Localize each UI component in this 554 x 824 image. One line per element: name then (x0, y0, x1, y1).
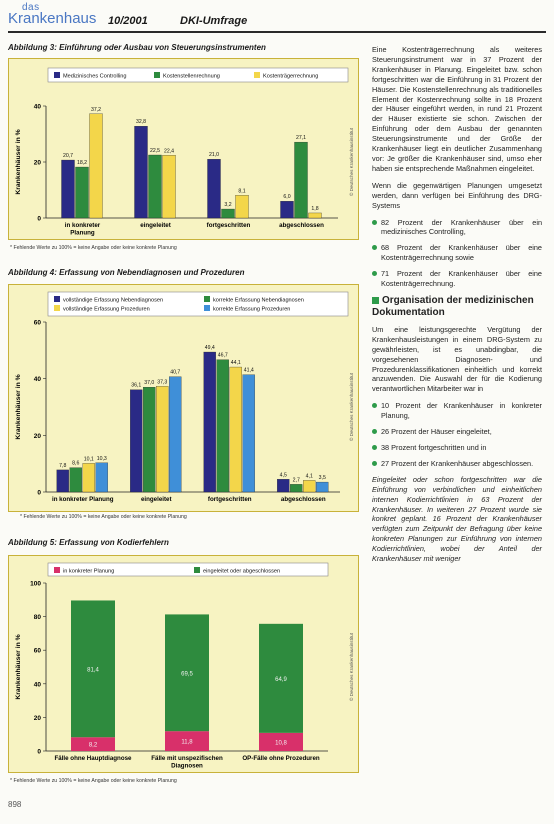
legend-label: Kostenstellenrechnung (163, 73, 220, 80)
logo-prefix: das (22, 2, 40, 13)
chart4-box (8, 284, 359, 512)
data-label: 3,5 (318, 475, 326, 482)
header-rule (8, 31, 546, 33)
data-label: 64,9 (275, 676, 287, 683)
legend-swatch (54, 567, 60, 573)
bullet-icon (372, 403, 377, 408)
data-label: 22,4 (163, 148, 175, 155)
bullet-icon (372, 271, 377, 276)
y-tick-label: 60 (33, 319, 41, 327)
data-label: 3,2 (224, 202, 232, 209)
bar (230, 367, 242, 492)
legend-swatch (194, 567, 200, 573)
data-label: 21,0 (208, 152, 220, 159)
data-label: 22,5 (149, 148, 161, 154)
y-tick-label: 0 (37, 489, 41, 497)
bar (236, 195, 249, 218)
bullet-icon (372, 245, 377, 250)
chart3-footnote: * Fehlende Werte zu 100% = keine Angabe oder keine konkrete Planung (10, 245, 177, 251)
list-item: 71 Prozent der Krankenhäuser über eine Kostenträgerrechnung. (372, 269, 542, 289)
legend-swatch (204, 305, 210, 311)
bar (143, 387, 155, 492)
right-column (372, 45, 542, 571)
data-label: 37,0 (144, 380, 155, 387)
data-label: 7,8 (59, 462, 67, 469)
data-label: 46,7 (217, 352, 228, 359)
data-label: 37,3 (157, 379, 168, 386)
chart5-box (8, 555, 359, 773)
list-item: 68 Prozent der Krankenhäuser über eine Kostenträgerrechnung sowie (372, 243, 542, 263)
bar (70, 468, 82, 492)
section-label: DKI-Umfrage (180, 15, 248, 27)
x-tick-label: OP-Fälle ohne Prozeduren (242, 755, 320, 762)
x-tick-label: eingeleitet (140, 222, 171, 229)
bar (163, 155, 176, 218)
bar (62, 160, 75, 218)
bar (309, 213, 322, 218)
data-label: 8,2 (88, 742, 98, 749)
x-tick-label: fortgeschritten (206, 222, 251, 229)
y-tick-label: 0 (37, 748, 41, 756)
x-tick-label: Planung (70, 229, 95, 237)
bullet-icon (372, 445, 377, 450)
y-tick-label: 20 (33, 714, 41, 722)
bar (83, 463, 95, 492)
bar (277, 479, 289, 492)
list-item: 38 Prozent fortgeschritten und in (372, 443, 542, 453)
bar (156, 386, 168, 492)
legend-swatch (54, 305, 60, 311)
data-label: 8,1 (238, 188, 246, 195)
chart4-caption: Abbildung 4: Erfassung von Nebendiagnosen und Prozeduren (8, 268, 245, 277)
bar (208, 159, 221, 218)
data-label: 49,4 (204, 345, 215, 352)
bullet-icon (372, 429, 377, 434)
list-2 (372, 401, 542, 469)
credit-label: © Deutsches Krankenhausinstitut (349, 373, 354, 441)
legend-label: eingeleitet oder abgeschlossen (203, 568, 281, 575)
bar (243, 375, 255, 492)
list-item: 27 Prozent der Krankenhäuser abgeschlossen. (372, 459, 542, 469)
subheading: Organisation der medizinischen Dokumentation (372, 294, 534, 318)
bar (290, 484, 302, 492)
list-1 (372, 218, 542, 289)
data-label: 69,5 (181, 671, 193, 678)
y-tick-label: 0 (37, 215, 41, 223)
x-tick-label: in konkreter Planung (51, 496, 114, 503)
data-label: 20,7 (62, 153, 74, 160)
bar (76, 167, 89, 218)
list-item: 82 Prozent der Krankenhäuser über ein medizinisches Controlling, (372, 218, 542, 238)
chart4-footnote: * Fehlende Werte zu 100% = keine Angabe oder keine konkrete Planung (20, 514, 187, 520)
chart5-footnote: * Fehlende Werte zu 100% = keine Angabe oder keine konkrete Planung (10, 778, 177, 784)
bullet-icon (372, 461, 377, 466)
data-label: 44,1 (230, 360, 241, 367)
y-tick-label: 100 (30, 580, 41, 588)
bar (135, 126, 148, 218)
chart5-svg (8, 555, 359, 773)
data-label: 8,6 (72, 460, 80, 467)
legend-label: Kostenträgerrechnung (263, 73, 319, 80)
page-number: 898 (8, 800, 22, 809)
data-label: 37,2 (90, 106, 102, 113)
paragraph-2: Wenn die gegenwärtigen Planungen umgesetzt werden, dann verfügen bei Einführung des DRG-Systems (372, 180, 542, 210)
data-label: 11,8 (181, 739, 193, 746)
legend-label: in konkreter Planung (63, 568, 115, 575)
legend-label: vollständige Erfassung Nebendiagnosen (63, 297, 164, 304)
legend-swatch (54, 296, 60, 302)
legend-label: Medizinisches Controlling (63, 73, 127, 80)
y-axis-label: Krankenhäuser in % (15, 634, 22, 700)
y-tick-label: 40 (33, 681, 41, 689)
data-label: 41,4 (243, 367, 254, 374)
paragraph-3: Um eine leistungsgerechte Vergütung der Krankenhausleistungen in einem DRG-System zu gewährleisten, ist es unabdingbar, die vorgesehenen Diagnosen- und Prozedurenklassifikationen einheitlich und korrekt anzuwenden. Die Auswahl der für die Kodierung verantwortlichen Mitarbeiter war in (372, 324, 542, 394)
chart5-caption: Abbildung 5: Erfassung von Kodierfehlern (8, 538, 169, 547)
bar (217, 360, 229, 492)
data-label: 1,8 (311, 205, 319, 212)
bar (295, 142, 308, 218)
x-tick-label: Fälle ohne Hauptdiagnose (54, 755, 132, 762)
data-label: 4,1 (305, 473, 313, 480)
legend-swatch (54, 72, 60, 78)
y-tick-label: 40 (33, 376, 41, 384)
y-tick-label: 40 (33, 103, 41, 111)
x-tick-label: Diagnosen (171, 762, 203, 770)
chart4-svg (8, 284, 359, 512)
paragraph-1: Eine Kostenträgerrechnung als weiteres Steuerungsinstrument war in 37 Prozent der Krankenhäuser in Planung. Eingeleitet bzw. schon fortgeschritten war die Einführung in 31 Prozent der Häuser. Die Kostenstellenrechnung als traditionelles Element der Kostenrechnung sollte in 18 Prozent der Häuser eingeführt werden, in rund 21 Prozent der Häuser existierte sie schon. Zwischen der Einführung oder dem Ausbau der genannten Steuerungsinstrumente und der Größe der Krankenhäuser liegt ein deutlicher Zusammenhang vor: Je größer die Krankenhäuser sind, umso eher haben sie entsprechende Maßnahmen eingeleitet. (372, 45, 542, 173)
data-label: 10,1 (83, 456, 94, 463)
y-tick-label: 60 (33, 647, 41, 655)
y-axis-label: Krankenhäuser in % (15, 129, 22, 195)
paragraph-4: Eingeleitet oder schon fortgeschritten war die Einführung von verbindlichen und einheitlichen internen Kodierrichtlinien in 63 Prozent der Krankenhäuser. In weiteren 27 Prozent wurde sie konkret geplant. 16 Prozent der Krankenhäuser verfügten zum Zeitpunkt der Befragung über keine konkreten Planungen zur Einführung von internen Kodierrichtlinien, wobei der Anteil der Krankenhäuser mit weniger (372, 474, 542, 564)
y-axis-label: Krankenhäuser in % (15, 374, 22, 440)
list-item: 10 Prozent der Krankenhäuser in konkreter Planung, (372, 401, 542, 421)
credit-label: © Deutsches Krankenhausinstitut (349, 128, 354, 196)
bar (57, 470, 69, 492)
bar (130, 390, 142, 492)
legend-swatch (154, 72, 160, 78)
bar (303, 480, 315, 492)
bar (281, 201, 294, 218)
issue-label: 10/2001 (108, 15, 148, 27)
chart3-box (8, 58, 359, 240)
data-label: 2,7 (292, 477, 300, 484)
data-label: 81,4 (87, 667, 99, 674)
bar (204, 352, 216, 492)
chart3-svg (8, 58, 359, 240)
x-tick-label: abgeschlossen (280, 496, 326, 503)
data-label: 4,5 (279, 472, 287, 479)
data-label: 32,8 (135, 119, 147, 126)
y-tick-label: 20 (33, 432, 41, 440)
credit-label: © Deutsches Krankenhausinstitut (349, 633, 354, 701)
list-item: 26 Prozent der Häuser eingeleitet, (372, 427, 542, 437)
chart3-caption: Abbildung 3: Einführung oder Ausbau von Steuerungsinstrumenten (8, 43, 266, 52)
bullet-icon (372, 220, 377, 225)
x-tick-label: eingeleitet (140, 496, 172, 503)
data-label: 40,7 (170, 369, 181, 376)
legend-swatch (254, 72, 260, 78)
data-label: 18,2 (76, 160, 88, 167)
y-tick-label: 20 (33, 159, 41, 167)
bar (90, 114, 103, 218)
data-label: 6,0 (283, 194, 291, 201)
legend-label: korrekte Erfassung Prozeduren (213, 306, 291, 313)
data-label: 27,1 (295, 135, 307, 142)
bar (169, 377, 181, 492)
x-tick-label: in konkreter (64, 222, 101, 229)
legend-label: korrekte Erfassung Nebendiagnosen (213, 297, 304, 304)
legend-label: vollständige Erfassung Prozeduren (63, 306, 150, 313)
bar (96, 463, 108, 492)
data-label: 36,1 (131, 382, 142, 389)
logo-text: Krankenhaus (8, 10, 97, 27)
bar (149, 155, 162, 218)
x-tick-label: fortgeschritten (207, 496, 252, 503)
y-tick-label: 80 (33, 614, 41, 622)
legend-swatch (204, 296, 210, 302)
data-label: 10,8 (275, 740, 287, 747)
bar (222, 209, 235, 218)
bar (316, 482, 328, 492)
x-tick-label: abgeschlossen (279, 222, 324, 229)
square-bullet-icon (372, 297, 379, 304)
data-label: 10,3 (96, 455, 107, 462)
x-tick-label: Fälle mit unspezifischen (151, 755, 223, 762)
